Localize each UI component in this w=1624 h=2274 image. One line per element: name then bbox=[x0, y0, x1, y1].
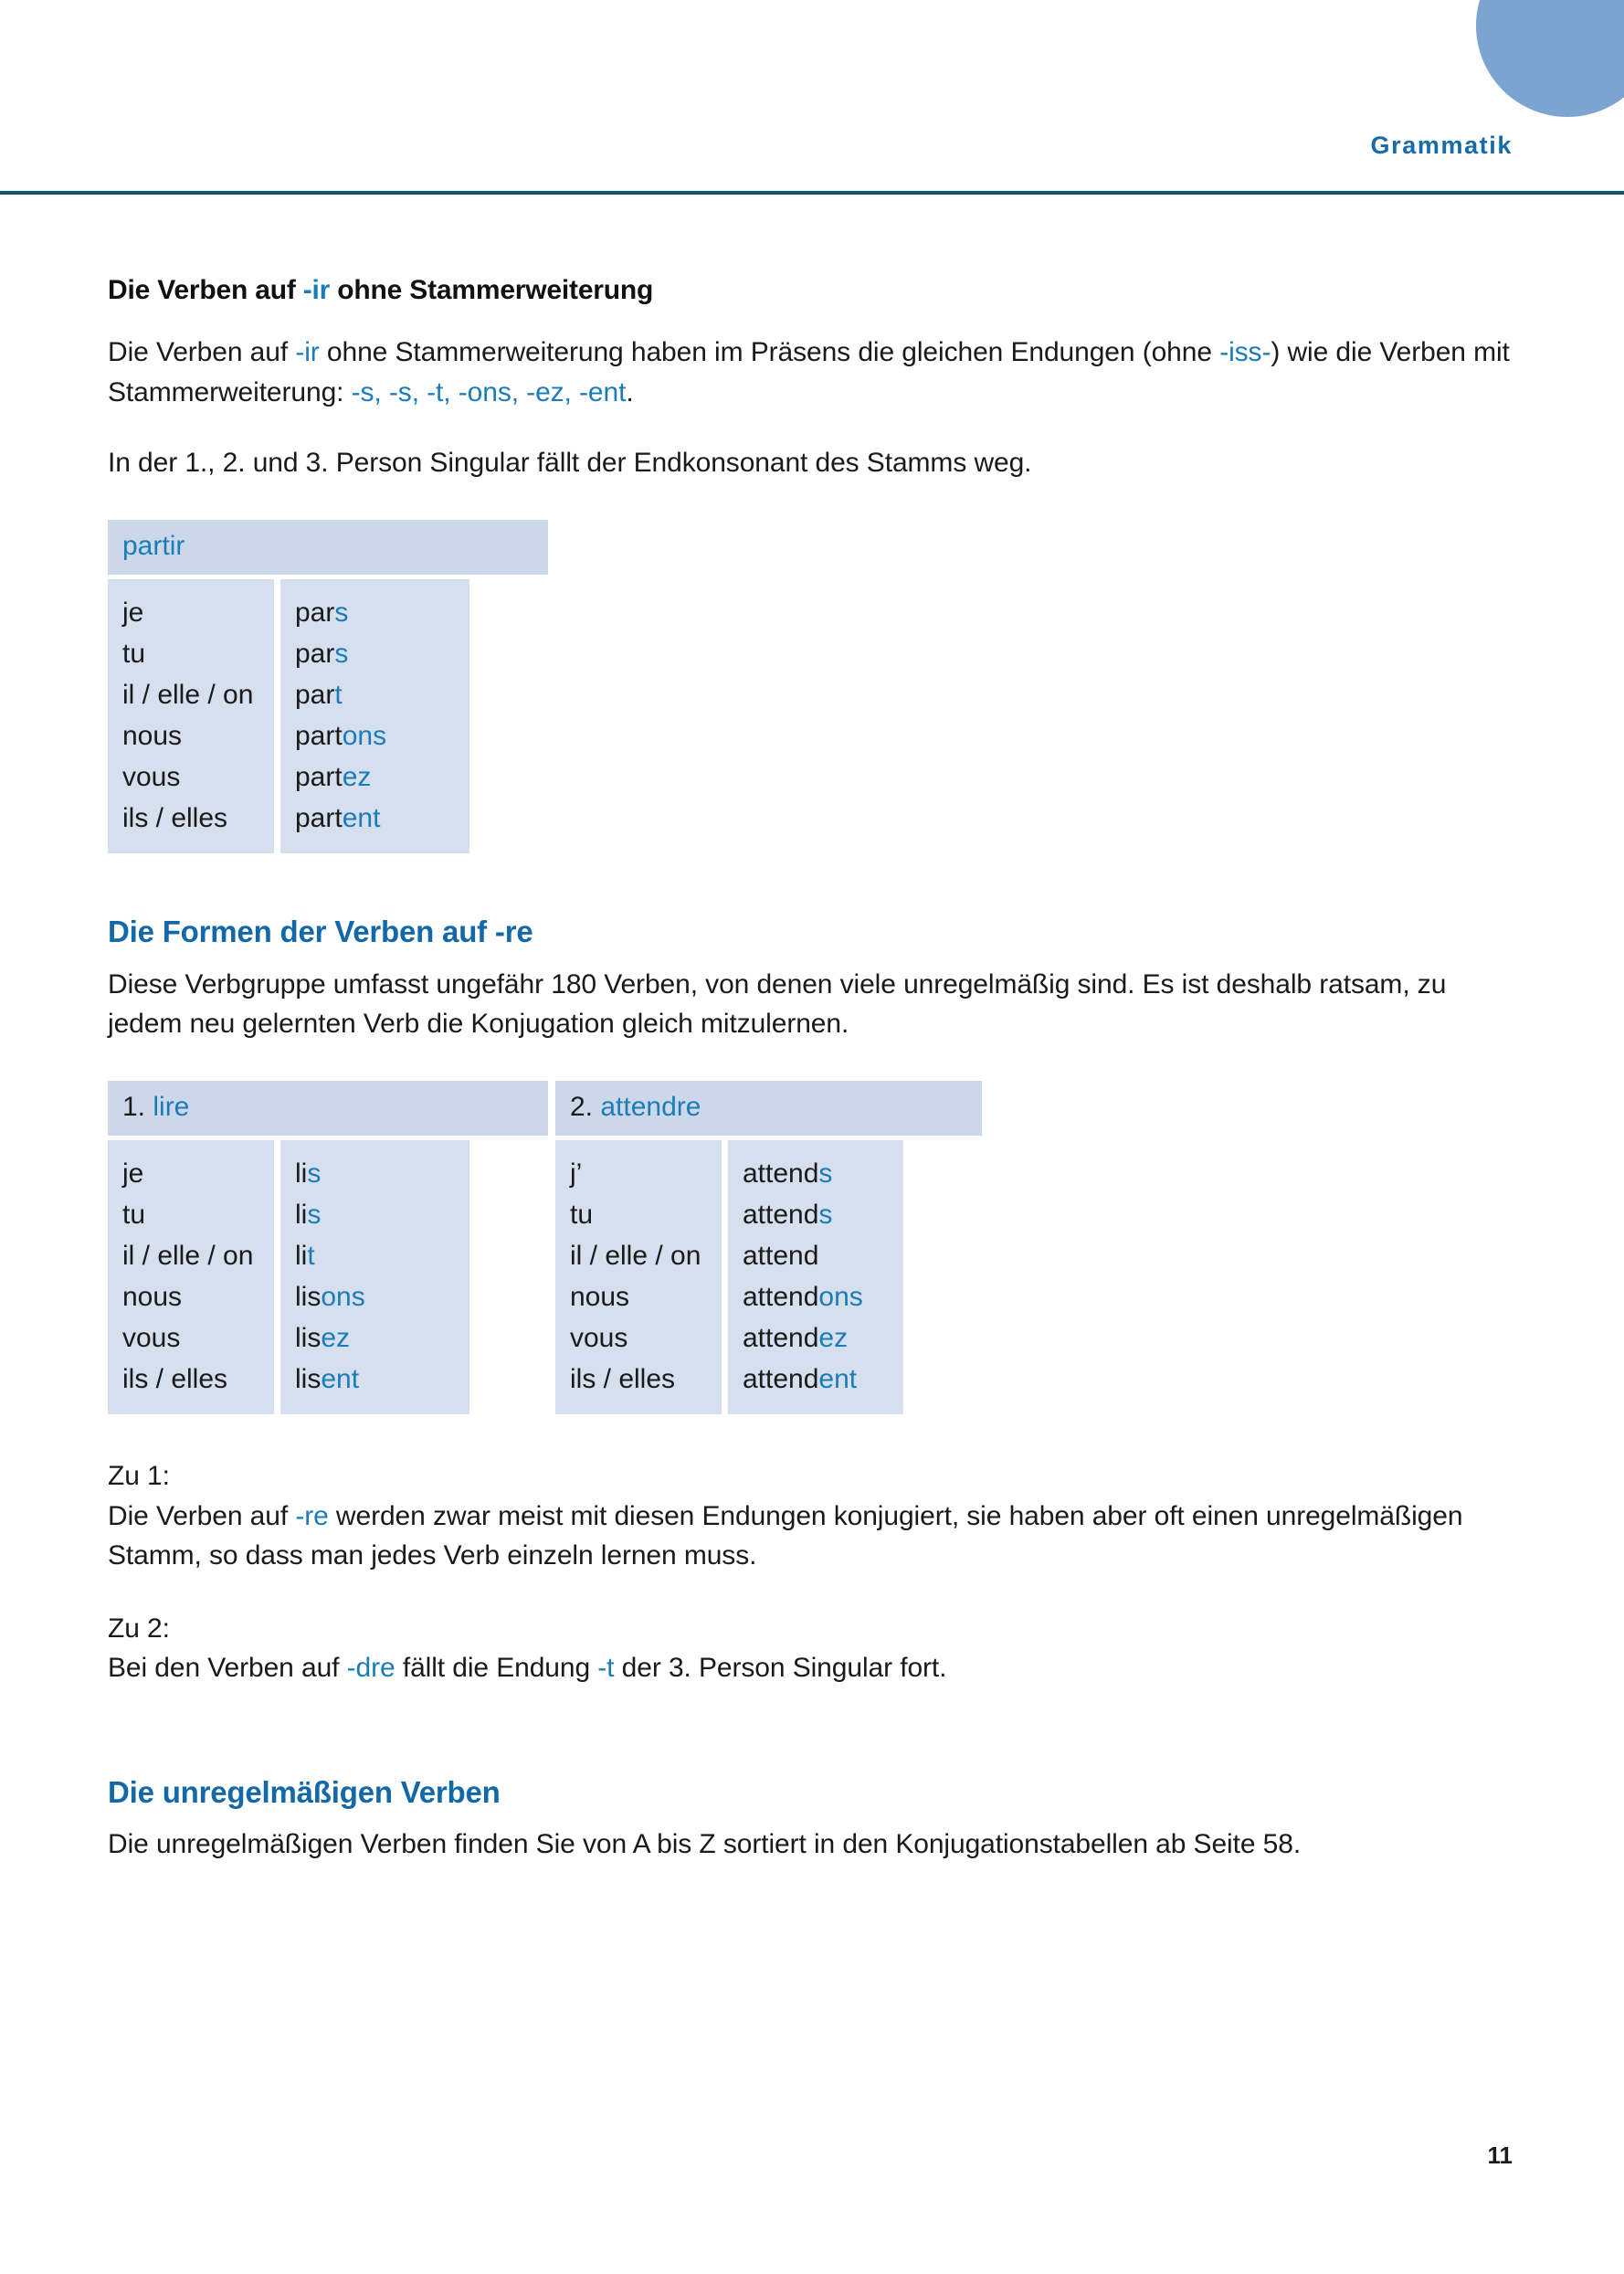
verb-stem: par bbox=[295, 680, 335, 710]
verb-stem: attend bbox=[743, 1282, 819, 1313]
note-zu-2-a1: -dre bbox=[346, 1653, 395, 1684]
table-row bbox=[295, 756, 455, 798]
heading-ir-part2: ohne Stammerweiterung bbox=[330, 275, 654, 305]
verb-stem: par bbox=[295, 598, 335, 628]
table-row bbox=[743, 1235, 889, 1276]
verb-ending: s bbox=[818, 1200, 833, 1231]
verb-ending: s bbox=[818, 1158, 833, 1190]
table-row bbox=[743, 1317, 889, 1359]
header-divider-rule bbox=[0, 191, 1624, 195]
table-row: je bbox=[122, 598, 144, 628]
verb-ending: ons bbox=[342, 721, 387, 751]
conjugation-table-partir bbox=[108, 520, 1514, 854]
table-row: ils / elles bbox=[122, 1364, 228, 1395]
verb-stem: attend bbox=[743, 1241, 819, 1272]
table-row bbox=[743, 1194, 889, 1235]
note-zu-1-label: Zu 1: bbox=[108, 1461, 170, 1492]
heading-re-verbs: Die Formen der Verben auf -re bbox=[108, 915, 533, 948]
table-row bbox=[295, 798, 455, 839]
table-row bbox=[743, 1359, 889, 1400]
table-row: vous bbox=[122, 1323, 181, 1354]
table-row bbox=[295, 1359, 455, 1400]
table-attendre-header-row bbox=[555, 1081, 982, 1137]
table-attendre-pronoun-column bbox=[555, 1140, 722, 1414]
verb-stem: par bbox=[295, 639, 335, 669]
page-number: 11 bbox=[1487, 2142, 1513, 2169]
table-partir-pronoun-column bbox=[108, 579, 274, 853]
table-row bbox=[295, 715, 455, 756]
verb-stem: li bbox=[295, 1200, 308, 1231]
table-partir-header-row bbox=[108, 520, 1514, 576]
note-zu-1-p1: Die Verben auf bbox=[108, 1500, 296, 1531]
table-row: tu bbox=[122, 639, 146, 669]
verb-ending: ons bbox=[818, 1282, 863, 1313]
running-head: Grammatik bbox=[1370, 132, 1513, 159]
paragraph-ir-endings bbox=[108, 333, 1514, 412]
note-zu-2-label: Zu 2: bbox=[108, 1613, 170, 1644]
spacer bbox=[108, 853, 1514, 914]
spacer bbox=[108, 1576, 1514, 1609]
verb-stem: part bbox=[295, 721, 343, 751]
verb-stem: part bbox=[295, 803, 343, 833]
para-ir-a1: -ir bbox=[295, 337, 320, 367]
table-attendre-number: 2. bbox=[570, 1091, 601, 1122]
verb-ending: ez bbox=[342, 762, 372, 792]
table-lire-infinitive: lire bbox=[153, 1091, 190, 1122]
verb-ending: ez bbox=[818, 1323, 849, 1354]
verb-ending: t bbox=[334, 680, 343, 710]
paragraph-ir-consonant: In der 1., 2. und 3. Person Singular fällt der Endkonsonant des Stamms weg. bbox=[108, 448, 1032, 478]
table-attendre-infinitive: attendre bbox=[600, 1091, 701, 1122]
table-row bbox=[295, 674, 455, 715]
verb-ending: s bbox=[334, 639, 349, 669]
table-row: vous bbox=[122, 762, 181, 792]
table-row bbox=[743, 1153, 889, 1194]
table-row bbox=[295, 1153, 455, 1194]
verb-ending: ent bbox=[321, 1364, 360, 1395]
heading-ir-accent: -ir bbox=[302, 275, 331, 305]
heading-ir-verbs bbox=[108, 274, 1514, 307]
conjugation-table-attendre bbox=[555, 1081, 982, 1415]
verb-ending: s bbox=[334, 598, 349, 628]
table-lire-title bbox=[108, 1081, 548, 1137]
header-decoration-circle bbox=[1476, 0, 1624, 117]
note-zu-1 bbox=[108, 1456, 1514, 1576]
table-row: ils / elles bbox=[570, 1364, 676, 1395]
table-row bbox=[295, 1276, 455, 1317]
verb-stem: attend bbox=[743, 1323, 819, 1354]
note-zu-2-a2: -t bbox=[597, 1653, 615, 1684]
table-row bbox=[295, 1235, 455, 1276]
spacer bbox=[108, 1414, 1514, 1456]
table-row: j’ bbox=[570, 1158, 583, 1190]
verb-stem: lis bbox=[295, 1282, 322, 1313]
para-ir-p1: Die Verben auf bbox=[108, 337, 296, 367]
table-lire-pronoun-column bbox=[108, 1140, 274, 1414]
table-lire-header-row bbox=[108, 1081, 548, 1137]
note-zu-1-p2: werden zwar meist mit diesen Endungen konjugiert, sie haben aber oft einen unregelmäßigen Stamm, so dass man jedes Verb einzeln lernen muss. bbox=[108, 1500, 1463, 1571]
verb-stem: li bbox=[295, 1158, 308, 1190]
verb-ending: ent bbox=[818, 1364, 858, 1395]
heading-ir-part1: Die Verben auf bbox=[108, 275, 303, 305]
note-zu-2-p2: fällt die Endung bbox=[395, 1653, 598, 1684]
verb-ending: ez bbox=[321, 1323, 351, 1354]
table-partir-wrapper bbox=[108, 520, 1514, 854]
table-row bbox=[295, 1317, 455, 1359]
table-row: tu bbox=[122, 1200, 146, 1231]
table-attendre-title bbox=[555, 1081, 982, 1137]
verb-stem: attend bbox=[743, 1158, 819, 1190]
spacer bbox=[108, 1749, 1514, 1774]
table-partir-infinitive: partir bbox=[122, 530, 185, 561]
para-ir-a2: -iss- bbox=[1219, 337, 1271, 367]
table-row: vous bbox=[570, 1323, 628, 1354]
para-ir-p4: . bbox=[626, 376, 634, 407]
heading-irregular-verbs: Die unregelmäßigen Verben bbox=[108, 1774, 501, 1809]
table-row: nous bbox=[122, 1282, 183, 1313]
paragraph-irregular-verbs: Die unregelmäßigen Verben finden Sie von A bis Z sortiert in den Konjugationstabellen ab Seite 58. bbox=[108, 1829, 1302, 1860]
note-zu-1-a1: -re bbox=[295, 1500, 329, 1531]
paragraph-re-intro: Diese Verbgruppe umfasst ungefähr 180 Verben, von denen viele unregelmäßig sind. Es ist deshalb ratsam, zu jedem neu gelernten Verb die Konjugation gleich mitzulernen. bbox=[108, 968, 1447, 1040]
table-partir-title bbox=[108, 520, 548, 576]
table-row: tu bbox=[570, 1200, 594, 1231]
table-row bbox=[295, 592, 455, 633]
verb-ending: s bbox=[307, 1158, 322, 1190]
table-lire-form-column bbox=[280, 1140, 469, 1414]
note-zu-2-p3: der 3. Person Singular fort. bbox=[614, 1653, 947, 1684]
table-row: il / elle / on bbox=[570, 1241, 701, 1272]
note-zu-2 bbox=[108, 1609, 1514, 1688]
table-row: il / elle / on bbox=[122, 1241, 254, 1272]
table-row bbox=[743, 1276, 889, 1317]
verb-stem: attend bbox=[743, 1364, 819, 1395]
note-zu-2-p1: Bei den Verben auf bbox=[108, 1653, 347, 1684]
table-lire-body bbox=[108, 1140, 548, 1414]
table-row: il / elle / on bbox=[122, 680, 254, 710]
table-attendre-form-column bbox=[728, 1140, 903, 1414]
page-content bbox=[108, 274, 1514, 1865]
table-group-re-verbs bbox=[108, 1081, 1514, 1415]
conjugation-table-lire bbox=[108, 1081, 548, 1415]
verb-stem: attend bbox=[743, 1200, 819, 1231]
table-attendre-body bbox=[555, 1140, 982, 1414]
table-partir-form-column bbox=[280, 579, 469, 853]
verb-stem: li bbox=[295, 1241, 308, 1272]
verb-stem: lis bbox=[295, 1364, 322, 1395]
table-row: je bbox=[122, 1158, 144, 1190]
verb-stem: lis bbox=[295, 1323, 322, 1354]
table-lire-number: 1. bbox=[122, 1091, 153, 1122]
verb-ending: s bbox=[307, 1200, 322, 1231]
table-row: ils / elles bbox=[122, 803, 228, 833]
verb-stem: part bbox=[295, 762, 343, 792]
table-row: nous bbox=[570, 1282, 630, 1313]
spacer bbox=[108, 1688, 1514, 1749]
para-ir-p2: ohne Stammerweiterung haben im Präsens die gleichen Endungen (ohne bbox=[319, 337, 1220, 367]
verb-ending: t bbox=[307, 1241, 315, 1272]
verb-ending: ons bbox=[321, 1282, 365, 1313]
table-row: nous bbox=[122, 721, 183, 751]
table-row bbox=[295, 633, 455, 674]
table-partir-body bbox=[108, 579, 1514, 853]
para-ir-p3: ) wie die Verben mit Stammerweiterung: bbox=[108, 337, 1510, 407]
table-row bbox=[295, 1194, 455, 1235]
para-ir-a3: -s, -s, -t, -ons, -ez, -ent bbox=[351, 376, 627, 407]
verb-ending: ent bbox=[342, 803, 381, 833]
